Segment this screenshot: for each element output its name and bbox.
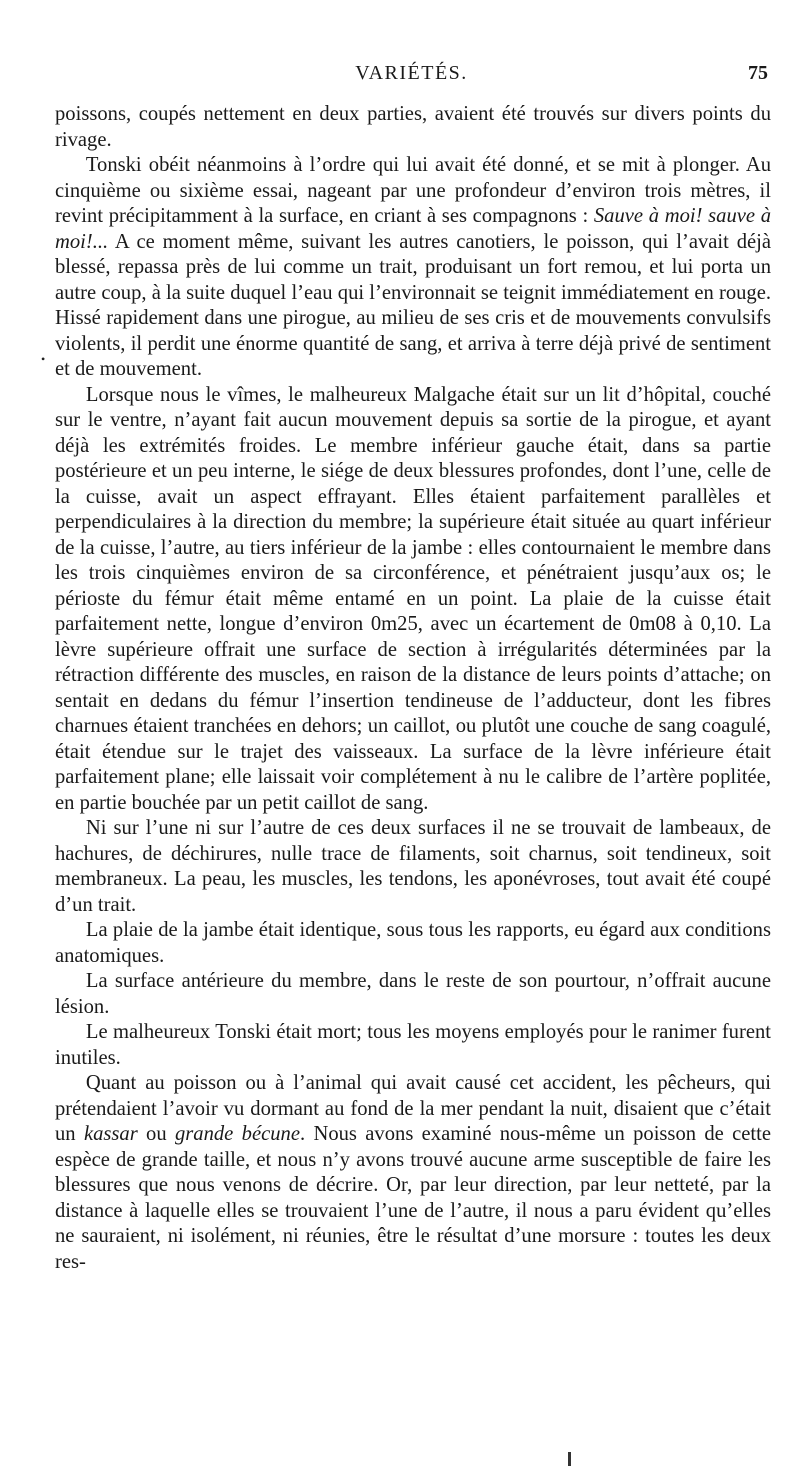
text-run: A ce moment même, suivant les autres canotiers, le poisson, qui l’avait déjà blessé, repassa près de lui comme un trait, produisant un fort remou, et lui porta un autre coup, à la suite duquel l’eau qui l’environnait se teignit immédiatement en rouge. Hissé rapidement dans une pirogue, au milieu de ses cris et de mouvements convulsifs violents, il perdit une énorme quantité de sang, et arriva à terre déjà privé de sentiment et de mouvement. bbox=[55, 230, 771, 380]
paragraph bbox=[55, 969, 771, 1020]
text-run: La plaie de la jambe était identique, sous tous les rapports, eu égard aux conditions anatomiques. bbox=[55, 919, 771, 967]
page-header bbox=[55, 60, 768, 90]
text-run: Lorsque nous le vîmes, le malheureux Malgache était sur un lit d’hôpital, couché sur le ventre, n’ayant fait aucun mouvement depuis sa sortie de la pirogue, et ayant déjà les extrémités froides. Le membre inférieur gauche était, dans sa partie postérieure et un peu interne, le siége de deux blessures profondes, dont l’une, celle de la cuisse, avait un aspect effrayant. Elles étaient parfaitement parallèles et perpendiculaires à la direction du membre; la supérieure était située au quart inférieur de la cuisse, l’autre, au tiers inférieur de la jambe : elles contournaient le membre dans les trois cinquièmes environ de sa circonférence, et pénétraient jusqu’aux os; le périoste du fémur était même entamé en un point. La plaie de la cuisse était parfaitement nette, longue d’environ 0m25, avec un écartement de 0m08 à 0,10. La lèvre supérieure offrait une surface de section à irrégularités déterminées par la rétraction différente des muscles, en raison de la distance de leurs points d’attache; on sentait en dedans du fémur l’insertion tendineuse de l’adducteur, dont les fibres charnues étaient tranchées en dehors; un caillot, ou plutôt une couche de sang coagulé, était étendue sur le trajet des vaisseaux. La surface de la lèvre inférieure était parfaitement plane; elle laissait voir complétement à nu le calibre de l’artère poplitée, en partie bouchée par un petit caillot de sang. bbox=[55, 383, 771, 814]
paragraph bbox=[55, 918, 771, 969]
paragraph bbox=[55, 1071, 771, 1275]
text-run: ou bbox=[137, 1123, 175, 1145]
italic-text: grande bécune bbox=[174, 1123, 300, 1145]
paragraph bbox=[55, 153, 771, 383]
text-run: La surface antérieure du membre, dans le reste de son pourtour, n’offrait aucune lésion. bbox=[55, 970, 771, 1018]
margin-mark: • bbox=[41, 352, 46, 366]
paragraph bbox=[55, 102, 771, 153]
page-number: 75 bbox=[748, 62, 768, 84]
italic-text: kassar bbox=[83, 1123, 138, 1145]
text-run: Quant au poisson ou à l’animal qui avait causé cet accident, les pêcheurs, qui prétendaient l’avoir vu dormant au fond de la mer pendant la nuit, disaient que c’était un bbox=[55, 1072, 771, 1145]
italic-text: Sauve à moi! sauve à moi!... bbox=[55, 205, 772, 253]
running-title: VARIÉTÉS. bbox=[355, 62, 468, 84]
text-run: Le malheureux Tonski était mort; tous les moyens employés pour le ranimer furent inutiles. bbox=[55, 1021, 771, 1069]
text-run: Ni sur l’une ni sur l’autre de ces deux surfaces il ne se trouvait de lambeaux, de hachures, de déchirures, nulle trace de filaments, soit charnus, soit tendineux, soit membraneux. La peau, les muscles, les tendons, les aponévroses, tout avait été coupé d’un trait. bbox=[55, 817, 771, 916]
paragraph bbox=[55, 1020, 771, 1071]
paragraph bbox=[55, 816, 771, 918]
bottom-margin-mark bbox=[568, 1452, 571, 1466]
text-run: Tonski obéit néanmoins à l’ordre qui lui avait été donné, et se mit à plonger. Au cinquième ou sixième essai, nageant par une profondeur d’environ trois mètres, il revint précipitamment à la surface, en criant à ses compagnons : bbox=[55, 154, 771, 227]
body-text bbox=[55, 102, 771, 1275]
text-run: poissons, coupés nettement en deux parties, avaient été trouvés sur divers points du rivage. bbox=[55, 103, 771, 151]
paragraph bbox=[55, 383, 771, 817]
text-run: . Nous avons examiné nous-même un poisson de cette espèce de grande taille, et nous n’y avons trouvé aucune arme susceptible de faire les blessures que nous venons de décrire. Or, par leur direction, par leur netteté, par la distance à laquelle elles se trouvaient l’une de l’autre, il nous a paru évident qu’elles ne sauraient, ni isolément, ni réunies, être le résultat d’une morsure : toutes les deux res- bbox=[55, 1123, 772, 1273]
